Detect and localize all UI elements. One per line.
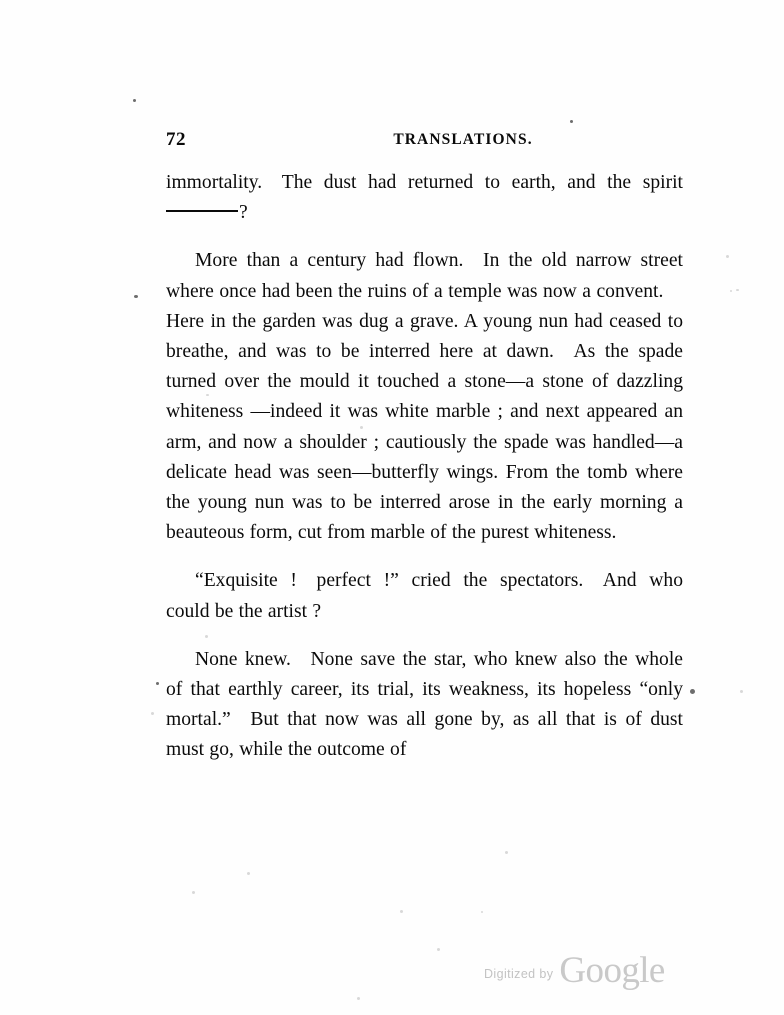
scan-speckle (156, 682, 159, 685)
paragraph-spacer (166, 627, 683, 645)
paragraph-2: “Exquisite ! perfect !” cried the spectators. And who could be the artist ? (166, 570, 683, 622)
scan-speckle (400, 910, 403, 913)
scan-speckle (133, 99, 136, 102)
watermark-brand: Google (559, 950, 665, 991)
scan-speckle (437, 948, 440, 951)
continuation-tail: ? (239, 202, 248, 224)
scan-speckle (481, 911, 483, 913)
scan-speckle (205, 635, 208, 638)
text-block (166, 168, 683, 766)
paragraph-spacer (166, 548, 683, 566)
scan-speckle (151, 712, 154, 715)
scan-speckle (730, 290, 732, 292)
running-head (166, 128, 682, 152)
scan-speckle (247, 872, 250, 875)
scan-speckle (357, 997, 360, 1000)
scan-speckle (736, 289, 739, 291)
em-dash-rule (166, 210, 238, 212)
paragraph-3: None knew. None save the star, who knew also the whole of that earthly career, its trial, its weakness, its hopeless “only mortal.” But that now was all gone by, as all that is of dust must go, while the outcome of (166, 648, 683, 761)
running-title: TRANSLATIONS. (393, 131, 533, 148)
scan-speckle (360, 426, 363, 429)
scan-speckle (505, 851, 508, 854)
scan-speckle (134, 295, 138, 298)
paragraph-spacer (166, 228, 683, 246)
scan-speckle (740, 690, 743, 693)
digitization-watermark (484, 952, 665, 989)
scan-speckle (726, 255, 729, 258)
paragraph-continuation (166, 168, 683, 228)
scan-speckle (206, 394, 209, 396)
scan-speckle (192, 891, 195, 894)
page-number: 72 (166, 129, 186, 150)
scan-speckle (570, 120, 573, 123)
scan-speckle (690, 689, 695, 694)
paragraph-1: More than a century had flown. In the old narrow street where once had been the ruins of a temple was now a convent. Here in the garden was dug a grave. A young nun had ceased to breathe, and was to be interred here at dawn. As the spade turned over the mould it touched a stone—a stone of dazzling whiteness —indeed it was white marble ; and next appeared an arm, and now a shoulder ; cautiously the spade was handled—a delicate head was seen—butterfly wings. From the tomb where the young nun was to be interred arose in the early morning a beauteous form, cut from marble of the purest whiteness. (166, 250, 683, 544)
watermark-prefix: Digitized by (484, 967, 554, 981)
continuation-text: immortality. The dust had returned to earth, and the spirit (166, 172, 683, 193)
